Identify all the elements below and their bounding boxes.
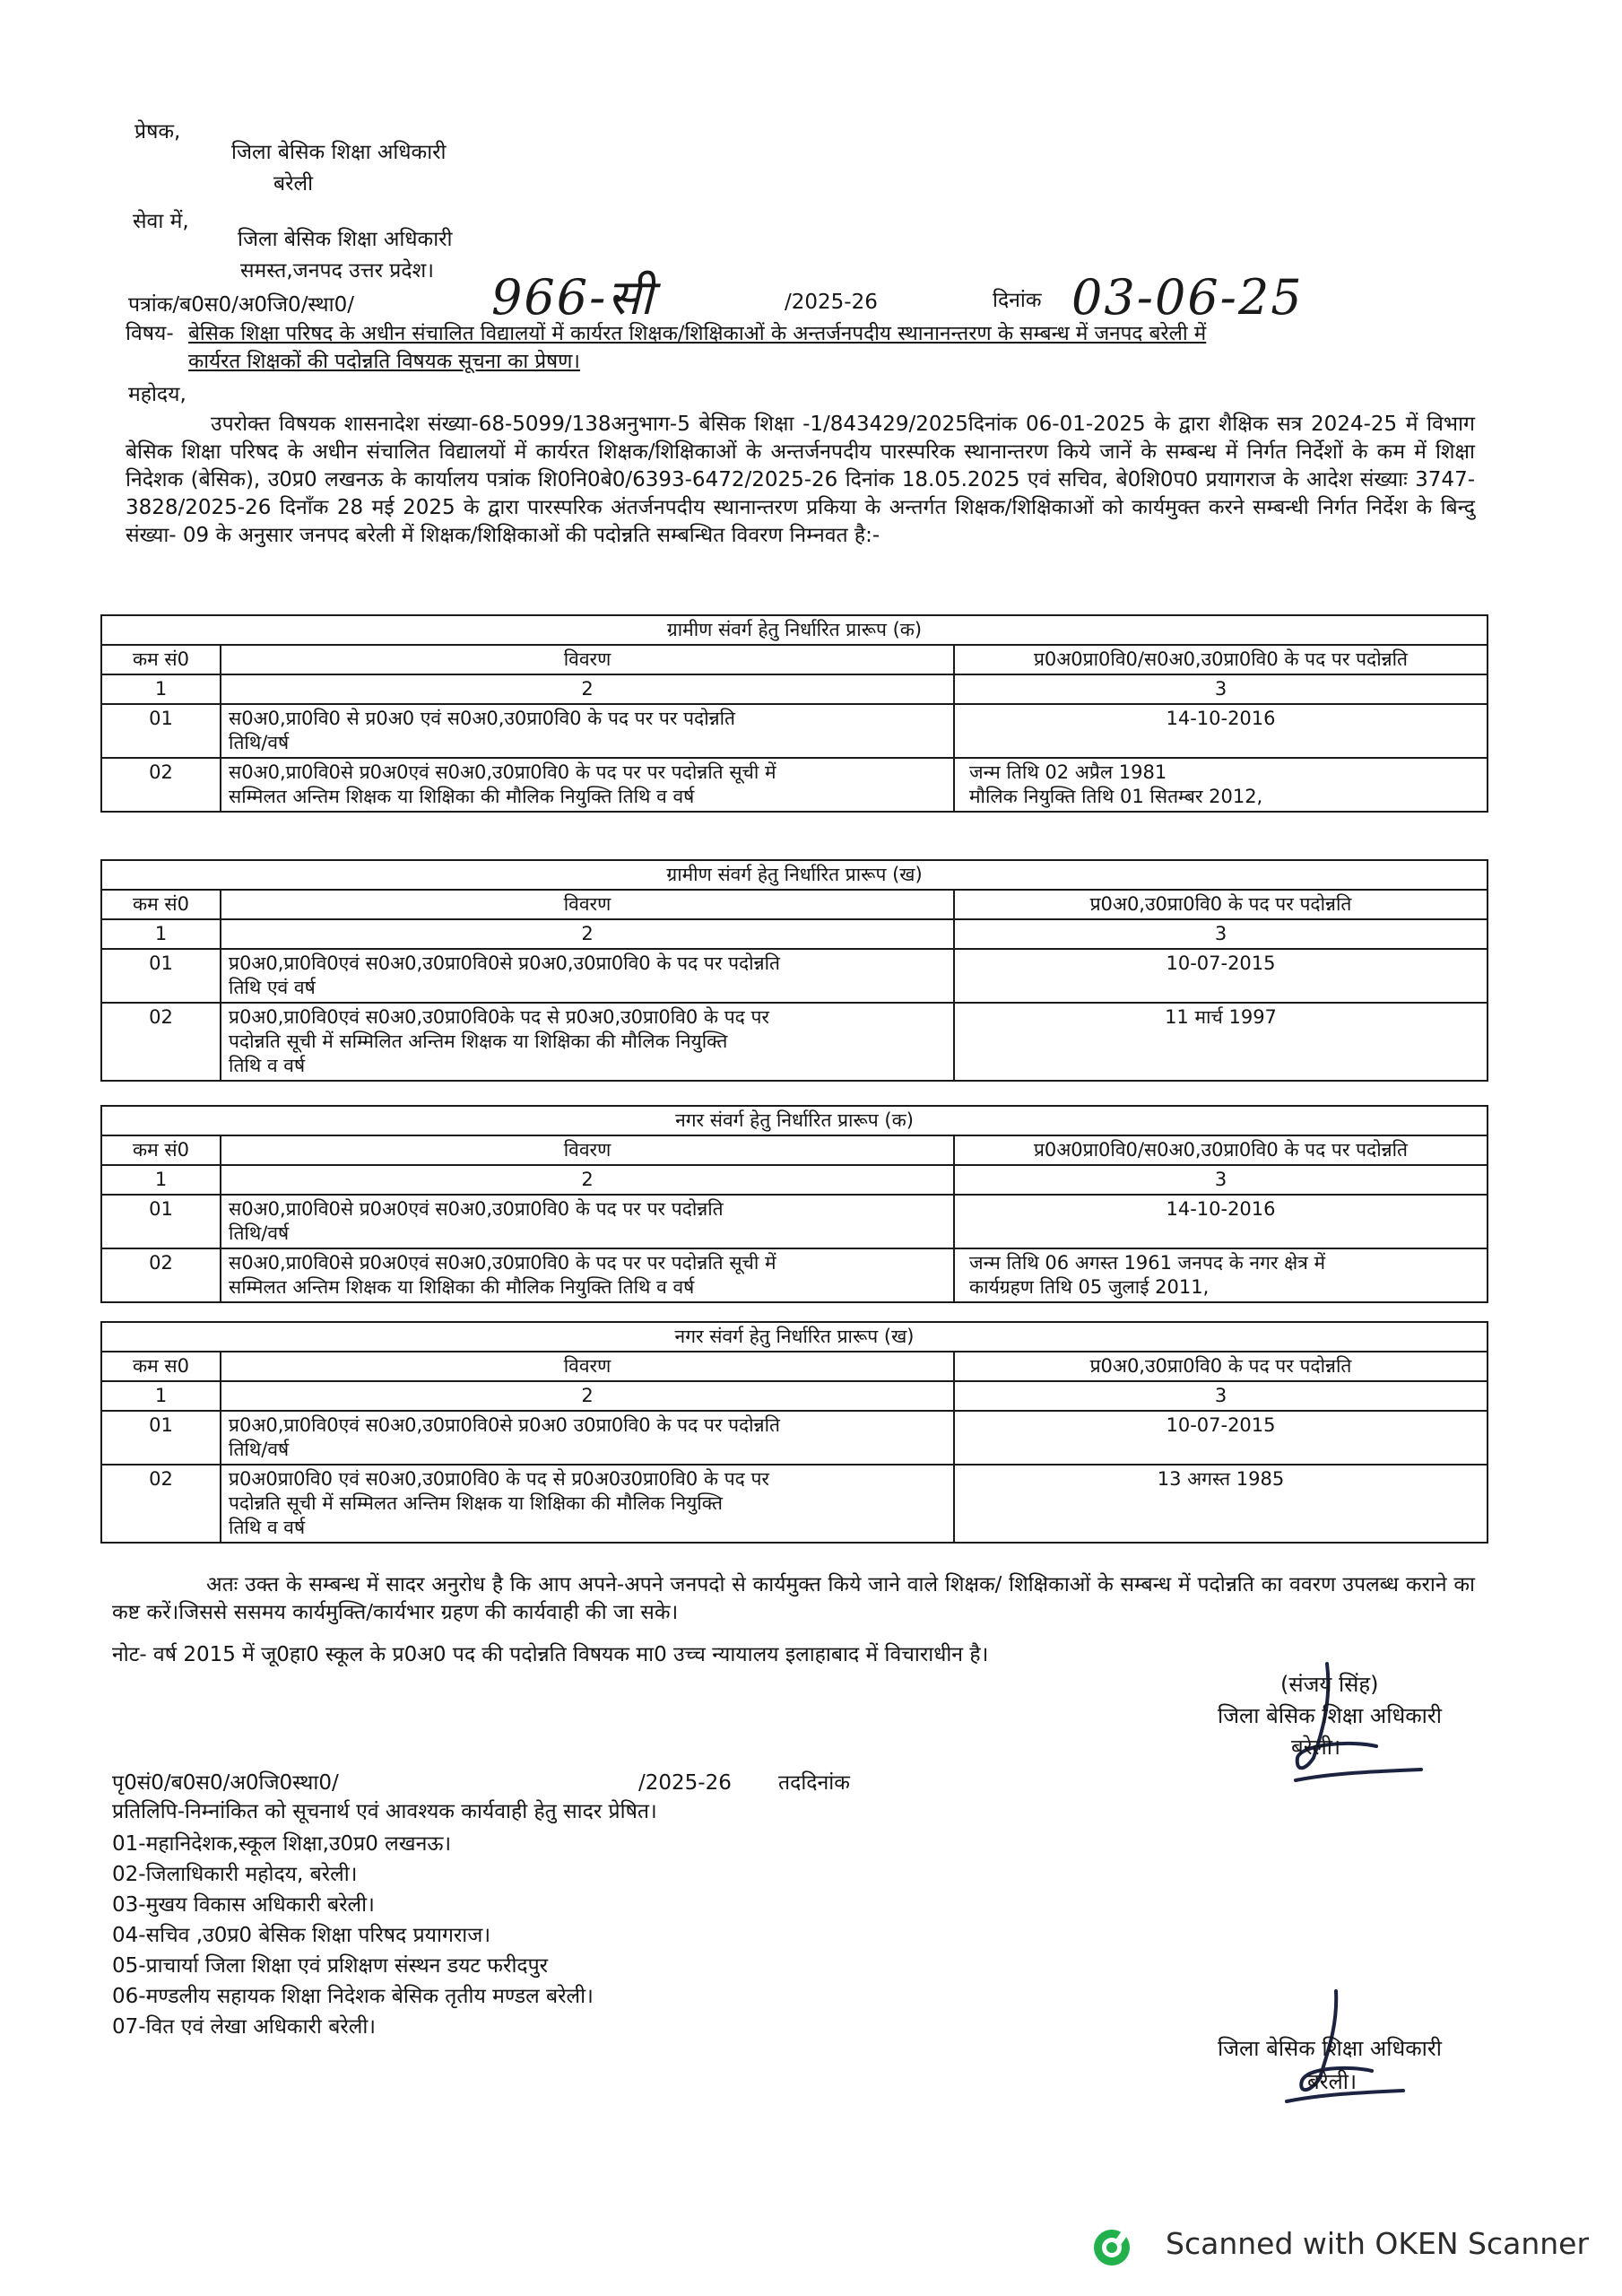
table-header-row [101,1352,1488,1381]
table-caption: नगर संवर्ग हेतु निर्धारित प्रारूप (क) [101,1106,1488,1135]
column-header: कम सं0 [101,890,221,919]
column-number: 2 [221,1165,954,1195]
signature-2-title: जिला बेसिक शिक्षा अधिकारी [1218,2036,1442,2061]
description-line: तिथि/वर्ष [229,1439,290,1460]
copy-intro: प्रतिलिपि-निम्नांकित को सूचनार्थ एवं आवश्यक कार्यवाही हेतु सादर प्रेषित। [112,1800,657,1823]
description-line: प्र0अ0,प्रा0वि0एवं स0अ0,उ0प्रा0वि0से प्र0अ0 उ0प्रा0वि0 के पद पर पदोन्नति [229,1414,780,1436]
row-value [954,949,1488,1003]
column-header: कम सं0 [101,1135,221,1165]
note: नोट- वर्ष 2015 में जू0हा0 स्कूल के प्र0अ0 पद की पदोन्नति विषयक मा0 उच्च न्यायालय इलाहाबाद में विचाराधीन है। [112,1643,989,1666]
signature-2-place: बरेली। [1307,2069,1357,2094]
row-description [221,704,954,758]
table-caption: नगर संवर्ग हेतु निर्धारित प्रारूप (ख) [101,1322,1488,1352]
row-description [221,1003,954,1081]
list-item: 04-सचिव ,उ0प्र0 बेसिक शिक्षा परिषद प्रयागराज। [112,1924,491,1947]
table-rural-a [100,614,1488,813]
value-line: 13 अगस्त 1985 [1157,1468,1285,1490]
subject-label: विषय- [126,322,174,345]
column-header: प्र0अ0,उ0प्रा0वि0 के पद पर पदोन्नति [954,1352,1488,1381]
table-urban-b [100,1321,1488,1544]
ref-label: पत्रांक/ब0स0/अ0जि0/स्था0/ [128,293,354,317]
copy-list [112,1829,594,2042]
row-serial: 02 [101,1248,221,1302]
table-row [101,758,1488,812]
table-urban-a [100,1105,1488,1303]
table-header-row [101,645,1488,674]
value-line: 10-07-2015 [1166,1414,1276,1436]
description-line: प्र0अ0,प्रा0वि0एवं स0अ0,उ0प्रा0वि0के पद से प्र0अ0,उ0प्रा0वि0 के पद पर [229,1006,769,1028]
date-handwritten: 03-06-25 [1071,269,1304,326]
description-line: प्र0अ0प्रा0वि0 एवं स0अ0,उ0प्रा0वि0 के पद से प्र0अ0उ0प्रा0वि0 के पद पर [229,1468,769,1490]
column-header: प्र0अ0प्रा0वि0/स0अ0,उ0प्रा0वि0 के पद पर पदोन्नति [954,1135,1488,1165]
row-description [221,1411,954,1465]
column-header: प्र0अ0प्रा0वि0/स0अ0,उ0प्रा0वि0 के पद पर पदोन्नति [954,645,1488,674]
table-row [101,949,1488,1003]
description-line: तिथि व वर्ष [229,1517,306,1538]
column-header: विवरण [221,890,954,919]
copy-ref-year: /2025-26 [638,1771,732,1795]
row-value [954,704,1488,758]
body-paragraph: उपरोक्त विषयक शासनादेश संख्या-68-5099/138अनुभाग-5 बेसिक शिक्षा -1/843429/2025दिनांक 06-01-2025 के द्वारा शैक्षिक सत्र 2024-25 में विभाग बेसिक शिक्षा परिषद के अधीन संचालित विद्यालयों में कार्यरत शिक्षक/शिक्षिकाओं के अन्तर्जनपदीय पारस्परिक स्थानान्तरण किये जानें के सम्बन्ध में निर्गत निर्देशों के कम में शिक्षा निदेशक (बेसिक), उ0प्र0 लखनऊ के कार्यालय पत्रांक शि0नि0बे0/6393-6472/2025-26 दिनांक 18.05.2025 एवं सचिव, बे0शि0प0 प्रयागराज के आदेश संख्याः 3747-3828/2025-26 दिनाँक 28 मई 2025 के द्वारा पारस्परिक अंतर्जनपदीय स्थानान्तरण प्रकिया के अन्तर्गत शिक्षक/शिक्षिकाओं को कार्यमुक्त करने सम्बन्धी निर्गत निर्देश के बिन्दु संख्या- 09 के अनुसार जनपद बरेली में शिक्षक/शिक्षिकाओं की पदोन्नति सम्बन्धित विवरण निम्नवत है:- [126,413,1475,547]
row-serial: 02 [101,1465,221,1543]
row-description [221,949,954,1003]
list-item: 06-मण्डलीय सहायक शिक्षा निदेशक बेसिक तृतीय मण्डल बरेली। [112,1985,594,2008]
row-value [954,1003,1488,1081]
row-serial: 01 [101,1195,221,1248]
table-row [101,1411,1488,1465]
date-label: दिनांक [993,289,1042,312]
list-item: 05-प्राचार्या जिला शिक्षा एवं प्रशिक्षण संस्थन डयट फरीदपुर [112,1954,549,1978]
table-caption: ग्रामीण संवर्ग हेतु निर्धारित प्रारूप (ख) [101,860,1488,890]
row-serial: 02 [101,1003,221,1081]
column-number: 1 [101,674,221,704]
sender-label: प्रेषक, [134,120,181,144]
value-line: 14-10-2016 [1166,1198,1276,1220]
table-header-row [101,1135,1488,1165]
table-row [101,1195,1488,1248]
list-item: 01-महानिदेशक,स्कूल शिक्षा,उ0प्र0 लखनऊ। [112,1832,452,1856]
row-serial: 01 [101,1411,221,1465]
value-line: 10-07-2015 [1166,952,1276,974]
to-line1: जिला बेसिक शिक्षा अधिकारी [238,228,453,251]
sender-line1: जिला बेसिक शिक्षा अधिकारी [231,141,447,164]
table-caption-row [101,1106,1488,1135]
table-number-row [101,1165,1488,1195]
table-number-row [101,1381,1488,1411]
column-header: विवरण [221,1135,954,1165]
table-row [101,1248,1488,1302]
signature-1-place: बरेली। [1291,1735,1341,1760]
description-line: स0अ0,प्रा0वि0से प्र0अ0एवं स0अ0,उ0प्रा0वि0 के पद पर पर पदोन्नति सूची में [229,761,776,783]
description-line: पदोन्नति सूची में सम्मिलित अन्तिम शिक्षक या शिक्षिका की मौलिक नियुक्ति [229,1031,728,1052]
column-number: 3 [954,1165,1488,1195]
sender-line2: बरेली [273,172,314,196]
row-serial: 02 [101,758,221,812]
to-label: सेवा में, [133,210,189,233]
column-number: 1 [101,1381,221,1411]
column-header: विवरण [221,1352,954,1381]
to-line2: समस्त,जनपद उत्तर प्रदेश। [240,259,434,283]
value-line: जन्म तिथि 06 अगस्त 1961 जनपद के नगर क्षेत्र में [969,1252,1326,1274]
subject-line1: बेसिक शिक्षा परिषद के अधीन संचालित विद्यालयों में कार्यरत शिक्षक/शिक्षिकाओं के अन्तर्जनपदीय स्थानानन्तरण के सम्बन्ध में जनपद बरेली में [188,322,1207,345]
column-header: कम सं0 [101,645,221,674]
row-value [954,1411,1488,1465]
value-line: जन्म तिथि 02 अप्रैल 1981 [969,761,1167,783]
table-header-row [101,890,1488,919]
row-value [954,1195,1488,1248]
list-item: 07-वित एवं लेखा अधिकारी बरेली। [112,2015,377,2039]
table-row [101,1003,1488,1081]
table-caption-row [101,860,1488,890]
row-description [221,758,954,812]
row-value [954,758,1488,812]
column-number: 2 [221,674,954,704]
salutation: महोदय, [128,383,186,406]
row-description [221,1195,954,1248]
value-line: कार्यग्रहण तिथि 05 जुलाई 2011, [969,1276,1210,1298]
description-line: सम्मिलत अन्तिम शिक्षक या शिक्षिका की मौलिक नियुक्ति तिथि व वर्ष [229,1276,695,1298]
signature-1-name: (संजय सिंह) [1280,1672,1379,1697]
description-line: स0अ0,प्रा0वि0से प्र0अ0एवं स0अ0,उ0प्रा0वि0 के पद पर पर पदोन्नति [229,1198,724,1220]
description-line: सम्मिलत अन्तिम शिक्षक या शिक्षिका की मौलिक नियुक्ति तिथि व वर्ष [229,786,695,807]
copy-ref-date: तददिनांक [778,1771,850,1795]
scanner-watermark-text: Scanned with OKEN Scanner [1166,2226,1590,2261]
row-description [221,1248,954,1302]
table-caption: ग्रामीण संवर्ग हेतु निर्धारित प्रारूप (क) [101,615,1488,645]
oken-scanner-logo-icon [1092,2228,1132,2267]
copy-ref: पृ0सं0/ब0स0/अ0जि0स्था0/ [112,1771,339,1795]
column-header: विवरण [221,645,954,674]
description-line: पदोन्नति सूची में सम्मिलत अन्तिम शिक्षक या शिक्षिका की मौलिक नियुक्ति [229,1492,723,1514]
table-number-row [101,919,1488,949]
ref-year: /2025-26 [785,291,878,314]
row-value [954,1465,1488,1543]
value-line: 14-10-2016 [1166,708,1276,729]
column-number: 1 [101,919,221,949]
column-number: 2 [221,919,954,949]
value-line: 11 मार्च 1997 [1165,1006,1277,1028]
closing-paragraph: अतः उक्त के सम्बन्ध में सादर अनुरोध है कि आप अपने-अपने जनपदो से कार्यमुक्त किये जाने वाले शिक्षक/ शिक्षिकाओं के सम्बन्ध में पदोन्नति का ववरण उपलब्ध कराने का कष्ट करें।जिससे ससमय कार्यमुक्ति/कार्यभार ग्रहण की कार्यवाही की जा सके। [112,1573,1475,1624]
value-line: मौलिक नियुक्ति तिथि 01 सितम्बर 2012, [969,786,1263,807]
list-item: 03-मुखय विकास अधिकारी बरेली। [112,1893,375,1917]
row-value [954,1248,1488,1302]
table-caption-row [101,1322,1488,1352]
description-line: स0अ0,प्रा0वि0 से प्र0अ0 एवं स0अ0,उ0प्रा0वि0 के पद पर पर पदोन्नति [229,708,736,729]
table-number-row [101,674,1488,704]
column-header: कम स0 [101,1352,221,1381]
description-line: तिथि/वर्ष [229,732,290,753]
table-rural-b [100,859,1488,1082]
ref-handwritten: 966-सी [491,269,655,326]
table-caption-row [101,615,1488,645]
description-line: तिथि/वर्ष [229,1222,290,1244]
table-row [101,704,1488,758]
description-line: प्र0अ0,प्रा0वि0एवं स0अ0,उ0प्रा0वि0से प्र0अ0,उ0प्रा0वि0 के पद पर पदोन्नति [229,952,780,974]
column-number: 3 [954,919,1488,949]
table-row [101,1465,1488,1543]
row-serial: 01 [101,949,221,1003]
column-number: 3 [954,1381,1488,1411]
list-item: 02-जिलाधिकारी महोदय, बरेली। [112,1863,358,1886]
subject-line2: कार्यरत शिक्षकों की पदोन्नति विषयक सूचना का प्रेषण। [188,350,580,373]
description-line: तिथि एवं वर्ष [229,977,316,998]
column-number: 3 [954,674,1488,704]
column-header: प्र0अ0,उ0प्रा0वि0 के पद पर पदोन्नति [954,890,1488,919]
row-description [221,1465,954,1543]
column-number: 2 [221,1381,954,1411]
column-number: 1 [101,1165,221,1195]
description-line: स0अ0,प्रा0वि0से प्र0अ0एवं स0अ0,उ0प्रा0वि0 के पद पर पर पदोन्नति सूची में [229,1252,776,1274]
row-serial: 01 [101,704,221,758]
description-line: तिथि व वर्ष [229,1055,306,1076]
signature-1-title: जिला बेसिक शिक्षा अधिकारी [1218,1703,1442,1728]
